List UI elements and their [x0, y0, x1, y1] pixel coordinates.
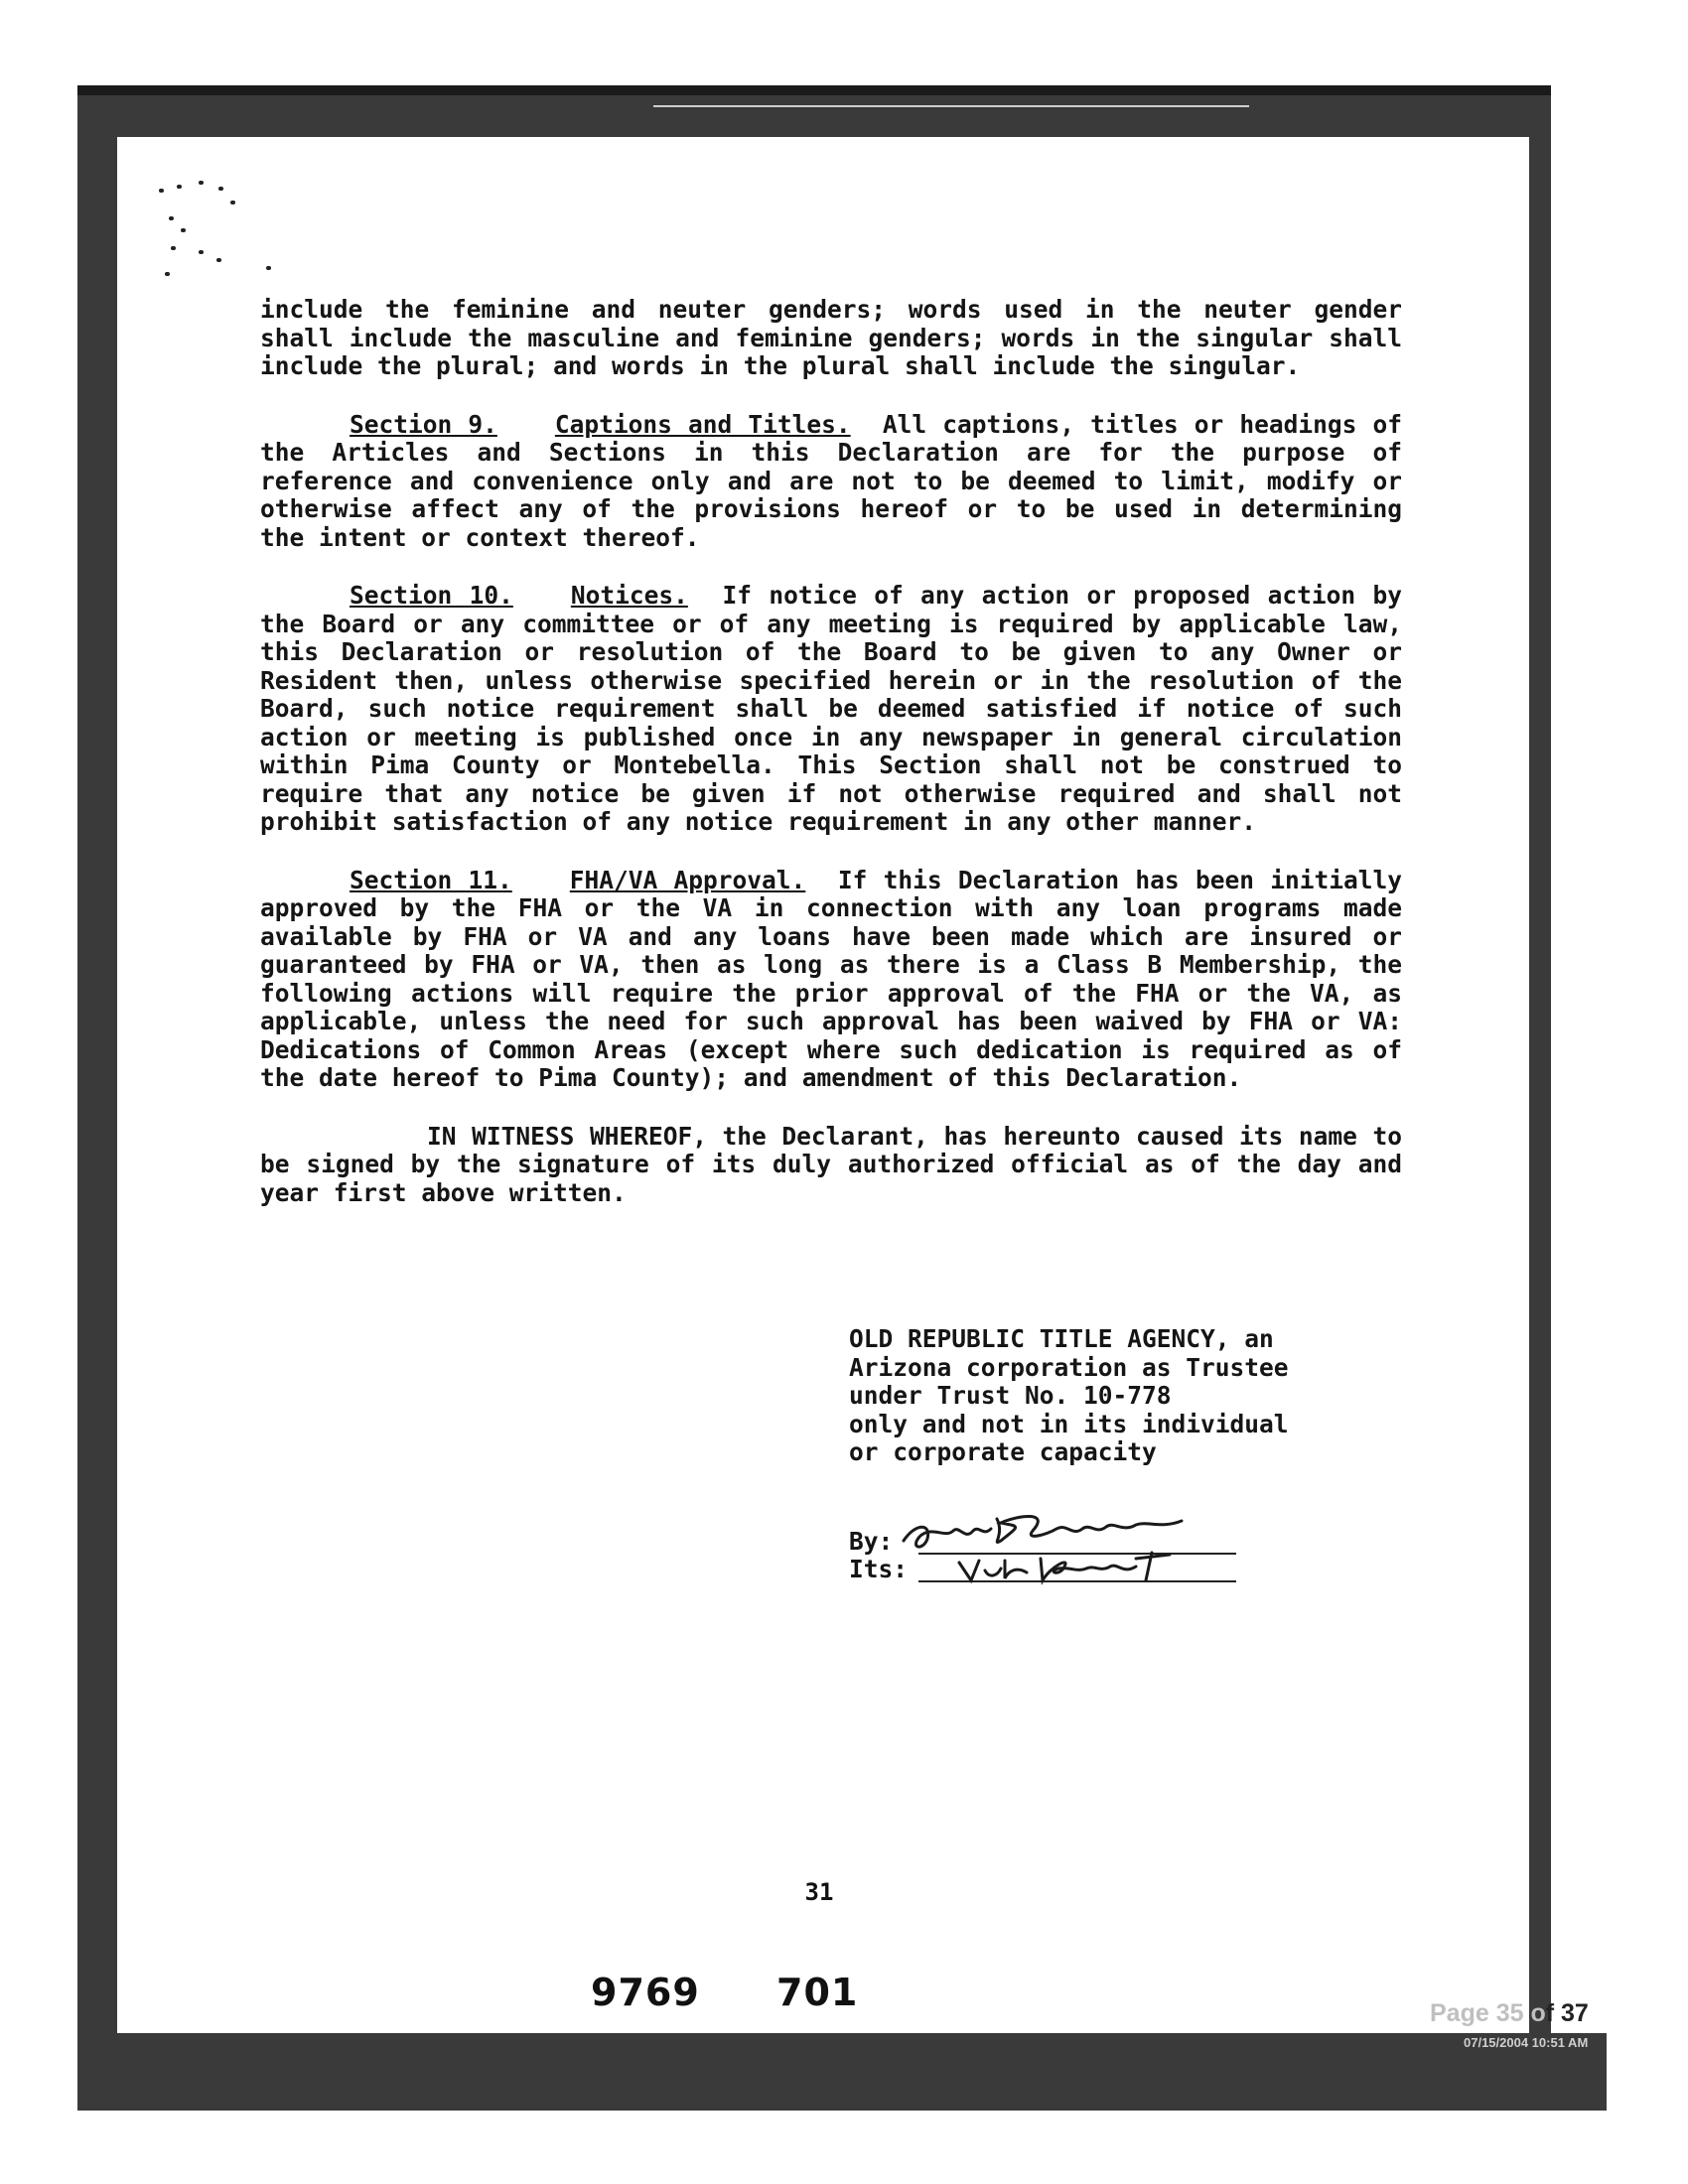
its-label: Its:	[849, 1555, 909, 1583]
page-counter-prefix: Page 35 o	[1430, 1999, 1546, 2027]
its-row	[849, 1555, 908, 1583]
witness-text: IN WITNESS WHEREOF, the Declarant, has hereunto caused its name to be signed by the signature of its duly authorized official as of the day and year first above written.	[260, 1121, 1402, 1207]
section-10-number: Section 10.	[350, 581, 513, 610]
handwritten-signature	[902, 1501, 1239, 1590]
signature-line-1: OLD REPUBLIC TITLE AGENCY, an	[849, 1324, 1274, 1353]
page-number: 31	[804, 1878, 834, 1906]
section-10-text: If notice of any action or proposed action by the Board or any committee or of any meeting is required by applicable law, this Declaration or resolution of the Board to be given to any Owner or Resident then, unless otherwise specified herein or in the resolution of the Board, such notice requirement shall be deemed satisfied if notice of such action or meeting is published once in any newspaper in general circulation within Pima County or Montebella. This Section shall not be construed to require that any notice be given if not otherwise required and shall not prohibit satisfaction of any notice requirement in any other manner.	[260, 581, 1402, 836]
signature-line-2: Arizona corporation as Trustee	[849, 1352, 1289, 1382]
section-11-title: FHA/VA Approval.	[569, 865, 806, 894]
intro-paragraph: include the feminine and neuter genders; words used in the neuter gender shall include the masculine and feminine genders; words in the singular shall include the plural; and words in the plural shall include the singular.	[260, 295, 1402, 380]
scan-top-strip	[77, 85, 1551, 95]
section-11-number: Section 11.	[350, 865, 512, 894]
signature-block	[849, 1325, 1405, 1467]
section-11-text: If this Declaration has been initially approved by the FHA or the VA in connection with any loan programs made available by FHA or VA and any loans have been made which are insured or guaranteed by FHA or VA, then as long as there is a Class B Membership, the following actions will require the prior approval of the FHA or the VA, as applicable, unless the need for such approval has been waived by FHA or VA: Dedications of Common Areas (except where such dedication is required as of the date hereof to Pima County); and amendment of this Declaration.	[260, 865, 1402, 1092]
scan-specks	[159, 179, 278, 288]
scan-timestamp: 07/15/2004 10:51 AM	[1464, 2035, 1589, 2050]
declaration-body	[260, 296, 1402, 1237]
page-counter	[1430, 1999, 1589, 2028]
witness-paragraph	[260, 1123, 1402, 1208]
section-9-text: All captions, titles or headings of the Articles and Sections in this Declaration are for the purpose of reference and convenience only and are not to be deemed to limit, modify or otherwise affect any of the provisions hereof or to be used in determining the intent or context thereof.	[260, 409, 1402, 552]
by-label: By:	[849, 1527, 894, 1556]
section-11-paragraph	[260, 867, 1402, 1093]
section-9-title: Captions and Titles.	[554, 409, 851, 439]
page-counter-suffix: f 37	[1545, 1999, 1589, 2027]
signature-line-3: under Trust No. 10-778	[849, 1381, 1172, 1410]
section-9-number: Section 9.	[350, 409, 497, 439]
scan-top-line	[653, 105, 1249, 107]
recording-number-right: 701	[776, 1971, 859, 2014]
recording-number-left: 9769	[591, 1971, 700, 2014]
scan-bottom-band	[77, 2033, 1607, 2111]
section-10-title: Notices.	[570, 581, 688, 610]
section-9-paragraph	[260, 411, 1402, 553]
signature-line-5: or corporate capacity	[849, 1437, 1157, 1466]
by-row	[849, 1527, 893, 1556]
signature-line-4: only and not in its individual	[849, 1409, 1289, 1438]
section-10-paragraph	[260, 582, 1402, 837]
